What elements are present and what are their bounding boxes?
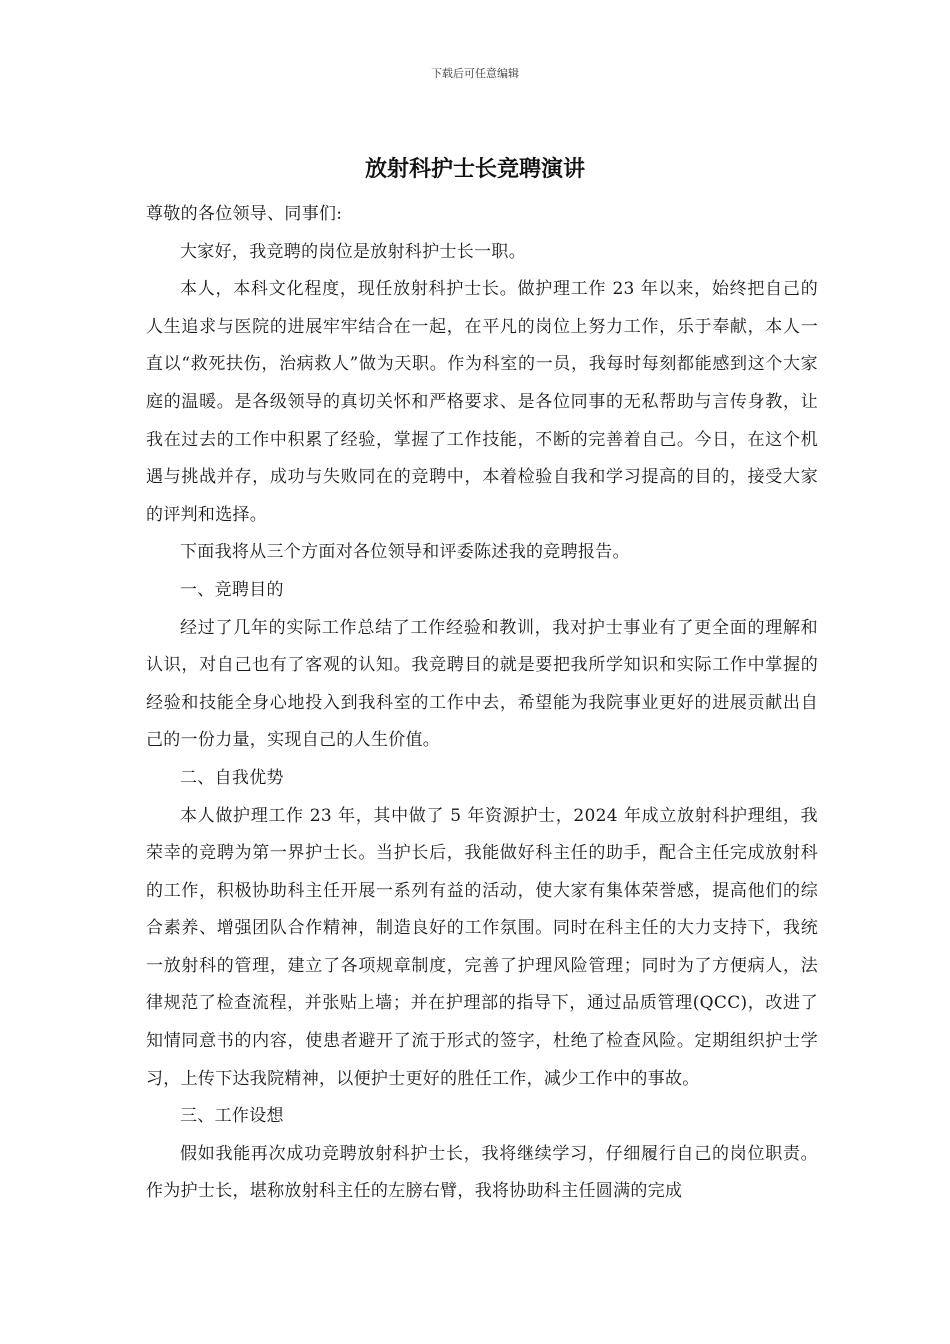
section-heading-goal: 一、竞聘目的	[180, 579, 284, 600]
strengths-paragraph: 本人做护理工作 23 年，其中做了 5 年资源护士，2024 年成立放射科护理组，我荣幸的竞聘为第一界护士长。当护长后，我能做好科主任的助手，配合主任完成放射科的工作，积极协助科主任开展一系列有益的活动，使大家有集体荣誉感，提高他们的综合素养、增强团队合作精神，制造良好的工作氛围。同时在科主任的大力支持下，我统一放射科的管理，建立了各项规章制度，完善了护理风险管理；同时为了方便病人，法律规范了检查流程，并张贴上墙；并在护理部的指导下，通过品质管理(QCC)，改进了知情同意书的内容，使患者避开了流于形式的签字，杜绝了检查风险。定期组织护士学习，上传下达我院精神，以便护士更好的胜任工作，减少工作中的事故。	[146, 805, 818, 1089]
overview-paragraph: 下面我将从三个方面对各位领导和评委陈述我的竞聘报告。	[180, 542, 630, 563]
self-introduction-paragraph: 本人，本科文化程度，现任放射科护士长。做护理工作 23 年以来，始终把自己的人生追求与医院的进展牢牢结合在一起，在平凡的岗位上努力工作，乐于奉献，本人一直以“救死扶伤，治病救人”做为天职。作为科室的一员，我每时每刻都能感到这个大家庭的温暖。是各级领导的真切关怀和严格要求、是各位同事的无私帮助与言传身教，让我在过去的工作中积累了经验，掌握了工作技能，不断的完善着自己。今日，在这个机遇与挑战并存，成功与失败同在的竞聘中，本着检验自我和学习提高的目的，接受大家的评判和选择。	[146, 279, 818, 525]
greeting-paragraph: 大家好，我竞聘的岗位是放射科护士长一职。	[180, 241, 526, 262]
section-heading-strengths: 二、自我优势	[180, 767, 284, 788]
plans-paragraph: 假如我能再次成功竞聘放射科护士长，我将继续学习，仔细履行自己的岗位职责。作为护士长，堪称放射科主任的左膀右臂，我将协助科主任圆满的完成	[146, 1143, 818, 1202]
header-note: 下载后可任意编辑	[431, 67, 519, 80]
document-title: 放射科护士长竞聘演讲	[364, 156, 585, 182]
document-body	[146, 196, 818, 1211]
salutation: 尊敬的各位领导、同事们:	[146, 204, 343, 224]
section-heading-plans: 三、工作设想	[180, 1106, 284, 1127]
goal-paragraph: 经过了几年的实际工作总结了工作经验和教训，我对护士事业有了更全面的理解和认识，对自己也有了客观的认知。我竞聘目的就是要把我所学知识和实际工作中掌握的经验和技能全身心地投入到我科室的工作中去，希望能为我院事业更好的进展贡献出自己的一份力量，实现自己的人生价值。	[146, 617, 818, 751]
